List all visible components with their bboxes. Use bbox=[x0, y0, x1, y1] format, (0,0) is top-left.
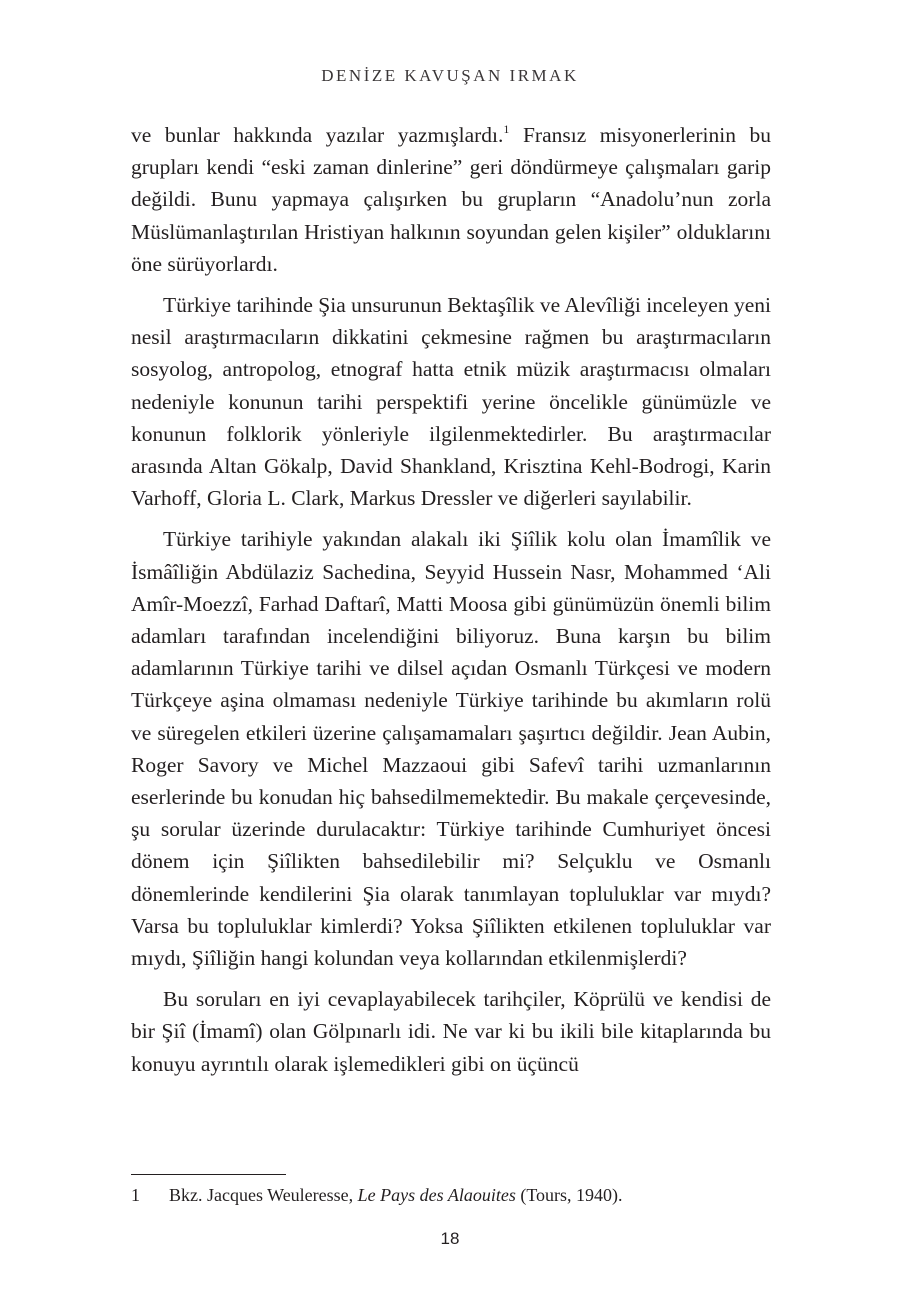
paragraph-1-text-end: Fransız misyonerlerinin bu grupları kendi “eski zaman dinlerine” geri döndürmeye çalışmaları garip değildi. Bunu yapmaya çalışırken bu grupların “Anadolu’nun zorla Müslümanlaştırılan Hristiyan halkının soyundan gelen kişiler” olduklarını öne sürüyorlardı. bbox=[131, 123, 771, 276]
footnote-number: 1 bbox=[131, 1185, 140, 1205]
footnote-book-title: Le Pays des Alaouites bbox=[357, 1185, 516, 1205]
paragraph-4: Bu soruları en iyi cevaplayabilecek tarihçiler, Köprülü ve kendisi de bir Şiî (İmamî) olan Gölpınarlı idi. Ne var ki bu ikili bile kitaplarında bu konuyu ayrıntılı olarak işlemedikleri gibi on üçüncü bbox=[131, 987, 771, 1076]
body-text bbox=[131, 119, 771, 1089]
footnote-divider bbox=[131, 1174, 286, 1175]
footnote bbox=[131, 1182, 771, 1208]
footnote-reference[interactable]: 1 bbox=[503, 122, 510, 136]
page-number: 18 bbox=[440, 1229, 460, 1248]
paragraph-2: Türkiye tarihinde Şia unsurunun Bektaşîlik ve Alevîliği inceleyen yeni nesil araştırmacıların dikkatini çekmesine rağmen bu araştırmacıların sosyolog, antropolog, etnograf hatta etnik müzik araştırmacısı olmaları nedeniyle konunun tarihi perspektifi yerine öncelikle günümüzle ve konunun folklorik yönleriyle ilgilenmektedirler. Bu araştırmacılar arasında Altan Gökalp, David Shankland, Krisztina Kehl-Bodrogi, Karin Varhoff, Gloria L. Clark, Markus Dressler ve diğerleri sayılabilir. bbox=[131, 293, 771, 511]
paragraph-3: Türkiye tarihiyle yakından alakalı iki Şiîlik kolu olan İmamîlik ve İsmâîliğin Abdülaziz Sachedina, Seyyid Hussein Nasr, Mohammed ‘Ali Amîr-Moezzî, Farhad Daftarî, Matti Moosa gibi günümüzün önemli bilim adamları tarafından incelendiğini biliyoruz. Buna karşın bu bilim adamlarının Türkiye tarihi ve dilsel açıdan Osmanlı Türkçesi ve modern Türkçeye aşina olmaması nedeniyle Türkiye tarihinde bu akımların rolü ve süregelen etkileri üzerine çalışamamaları şaşırtıcı değildir. Jean Aubin, Roger Savory ve Michel Mazzaoui gibi Safevî tarihi uzmanlarının eserlerinde bu konudan hiç bahsedilmemektedir. Bu makale çerçevesinde, şu sorular üzerinde durulacaktır: Türkiye tarihinde Cumhuriyet öncesi dönem için Şiîlikten bahsedilebilir mi? Selçuklu ve Osmanlı dönemlerinde kendilerini Şia olarak tanımlayan topluluklar var mıydı? Varsa bu topluluklar kimlerdi? Yoksa Şiîlikten etkilenen topluluklar var mıydı, Şiîliğin hangi kolundan veya kollarından etkilenmişlerdi? bbox=[131, 527, 771, 971]
paragraph-1-text-start: ve bunlar hakkında yazılar yazmışlardı. bbox=[131, 123, 504, 147]
footnote-text-end: (Tours, 1940). bbox=[515, 1185, 623, 1205]
footnote-text-start: Bkz. Jacques Weuleresse, bbox=[169, 1185, 358, 1205]
paragraph-1 bbox=[131, 119, 771, 280]
running-head: DENİZE KAVUŞAN IRMAK bbox=[321, 66, 579, 85]
